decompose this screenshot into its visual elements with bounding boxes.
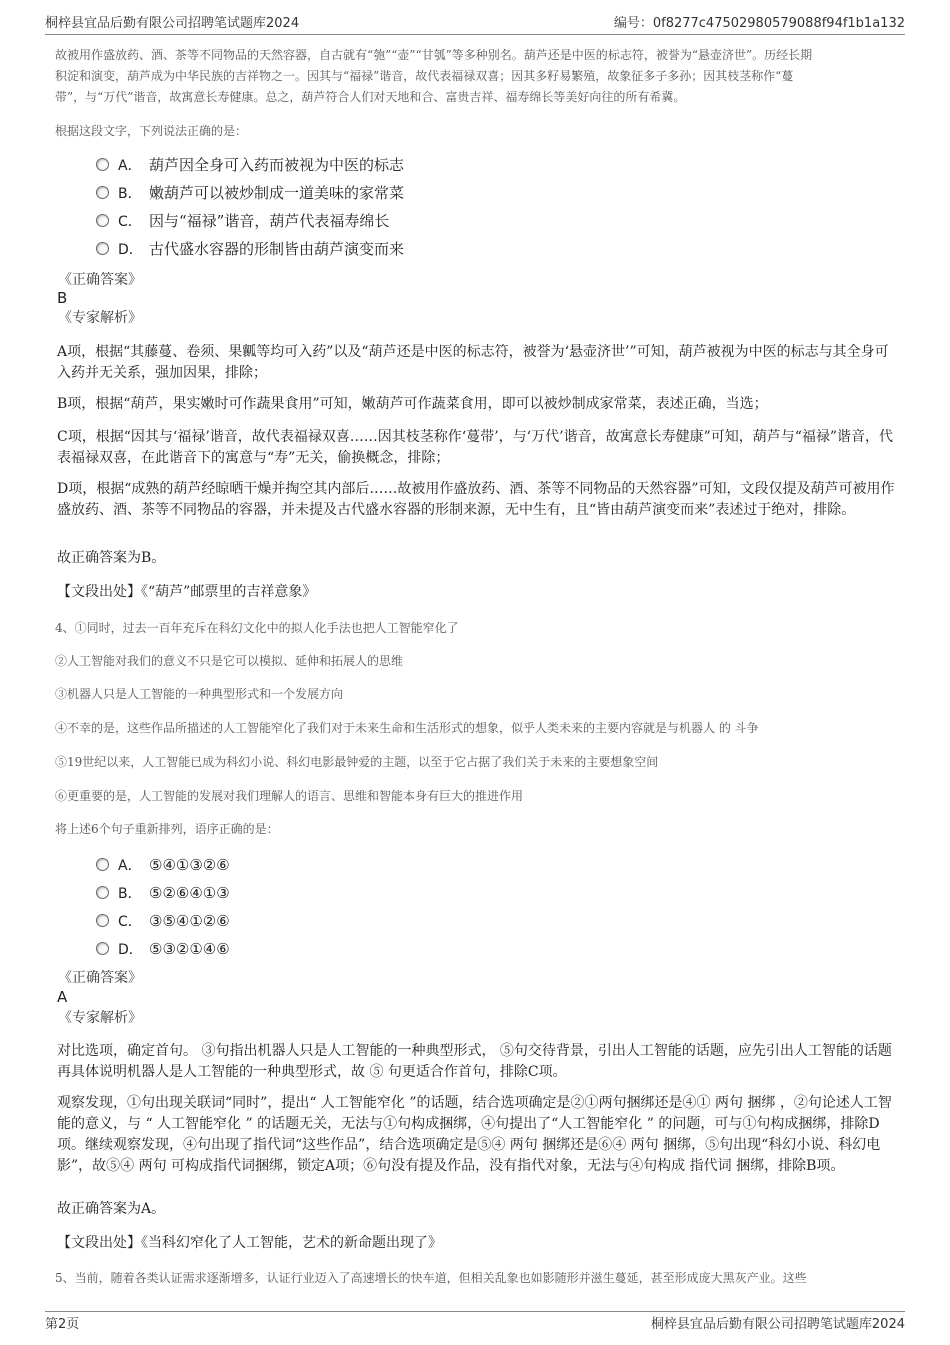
- q3-question: 根据这段文字，下列说法正确的是：: [55, 124, 248, 138]
- q4-option-c[interactable]: C． ③⑤④①②⑥: [96, 911, 230, 932]
- q3-analysis-label: 《专家解析》: [58, 310, 142, 326]
- q3-passage-line-1: 故被用作盛放药、酒、茶等不同物品的天然容器，自古就有“匏”“壶”“甘瓠”等多种别名。葫芦还是中医的标志符，被誉为“悬壶济世”。历经长期: [55, 48, 813, 62]
- q4-analysis-1: 对比选项，确定首句。 ③句指出机器人只是人工智能的一种典型形式， ⑤句交待背景，引出人工智能的话题，应先引出人工智能的话题再具体说明机器人是人工智能的一种典型形式，故 ⑤ 句更适合作首句，排除C项。: [57, 1043, 892, 1080]
- q4-answer: A: [57, 988, 68, 1006]
- q4-analysis-2: 观察发现，①句出现关联词“同时”，提出“ 人工智能窄化 ”的话题，结合选项确定是②①两句捆绑还是④① 两句 捆绑 ，②句论述人工智能的意义，与 “ 人工智能窄化 ” 的话题无关，无法与①句构成捆绑，④句提出了“人工智能窄化 ” 的问题，可与①句构成捆绑，排除D项。继续观察发现，④句出现了指代词“这些作品”，结合选项确定是⑤④ 两句 捆绑还是⑥④ 两句 捆绑，⑤句出现“科幻小说、科幻电影”，故⑤④ 两句 可构成指代词捆绑，锁定A项；⑥句没有提及作品，没有指代对象，无法与④句构成 指代词 捆绑，排除B项。: [57, 1095, 892, 1174]
- footer-title: 桐梓县宜品后勤有限公司招聘笔试题库2024: [650, 1317, 905, 1332]
- q4-conclusion: 故正确答案为A。: [57, 1201, 166, 1217]
- q4-sentence-2: ②人工智能对我们的意义不只是它可以模拟、延伸和拓展人的思维: [55, 654, 404, 668]
- q3-answer-label: 《正确答案》: [58, 272, 142, 288]
- page-footer: [45, 1313, 905, 1333]
- q3-option-c[interactable]: C． 因与“福禄”谐音，葫芦代表福寿绵长: [96, 211, 389, 232]
- radio-icon[interactable]: [96, 158, 109, 171]
- page-number: 第2页: [45, 1317, 80, 1332]
- radio-icon[interactable]: [96, 942, 109, 955]
- q4-answer-label: 《正确答案》: [58, 970, 142, 986]
- radio-icon[interactable]: [96, 214, 109, 227]
- header-title: 桐梓县宜品后勤有限公司招聘笔试题库2024: [45, 16, 300, 31]
- q4-question: 将上述6个句子重新排列，语序正确的是：: [55, 822, 279, 836]
- q3-analysis-c: C项，根据“因其与‘福禄’谐音，故代表福禄双喜……因其枝茎称作‘蔓带’，与‘万代’谐音，故寓意长寿健康”可知，葫芦与“福禄”谐音，代表福禄双喜，在此谐音下的寓意与“寿”无关，偷换概念，排除；: [57, 429, 894, 466]
- q4-sentence-3: ③机器人只是人工智能的一种典型形式和一个发展方向: [55, 687, 344, 701]
- q3-conclusion: 故正确答案为B。: [57, 550, 166, 566]
- q3-passage-line-2: 积淀和演变，葫芦成为中华民族的吉祥物之一。因其与“福禄”谐音，故代表福禄双喜；因其多籽易繁殖，故象征多子多孙；因其枝茎称作“蔓: [55, 69, 794, 83]
- q3-analysis-d: D项，根据“成熟的葫芦经晾晒干燥并掏空其内部后……故被用作盛放药、酒、茶等不同物品的天然容器”可知，文段仅提及葫芦可被用作盛放药、酒、茶等不同物品的容器，并未提及古代盛水容器的形制来源，无中生有，且“皆由葫芦演变而来”表述过于绝对，排除。: [57, 481, 895, 518]
- q4-sentence-5: ⑤19世纪以来，人工智能已成为科幻小说、科幻电影最钟爱的主题，以至于它占据了我们关于未来的主要想象空间: [55, 755, 659, 769]
- q4-sentence-6: ⑥更重要的是，人工智能的发展对我们理解人的语言、思维和智能本身有巨大的推进作用: [55, 789, 524, 803]
- q3-source: 【文段出处】《“葫芦”邮票里的吉祥意象》: [57, 584, 317, 600]
- q4-analysis-label: 《专家解析》: [58, 1010, 142, 1026]
- q3-analysis-a: A项，根据“其藤蔓、卷须、果瓤等均可入药”以及“葫芦还是中医的标志符，被誉为‘悬壶济世’”可知，葫芦被视为中医的标志与其全身可入药并无关系，强加因果，排除；: [57, 344, 889, 381]
- radio-icon[interactable]: [96, 242, 109, 255]
- page-header: [45, 12, 905, 32]
- radio-icon[interactable]: [96, 886, 109, 899]
- q4-option-a[interactable]: A． ⑤④①③②⑥: [96, 855, 230, 876]
- footer-divider: [45, 1311, 905, 1312]
- q4-option-b[interactable]: B． ⑤②⑥④①③: [96, 883, 230, 904]
- q3-option-b[interactable]: B． 嫩葫芦可以被炒制成一道美味的家常菜: [96, 183, 404, 204]
- q3-passage-line-3: 带”，与“万代”谐音，故寓意长寿健康。总之，葫芦符合人们对天地和合、富贵吉祥、福寿绵长等美好向往的所有希冀。: [55, 90, 686, 104]
- q4-sentence-1: 4、①同时，过去一百年充斥在科幻文化中的拟人化手法也把人工智能窄化了: [55, 621, 459, 635]
- radio-icon[interactable]: [96, 186, 109, 199]
- q4-source: 【文段出处】《当科幻窄化了人工智能，艺术的新命题出现了》: [57, 1235, 442, 1251]
- q4-option-d[interactable]: D． ⑤③②①④⑥: [96, 939, 230, 960]
- header-serial: 编号：0f8277c47502980579088f94f1b1a132: [613, 16, 905, 31]
- q5-intro: 5、当前，随着各类认证需求逐渐增多，认证行业迈入了高速增长的快车道，但相关乱象也如影随形并滋生蔓延，甚至形成庞大黑灰产业。这些: [55, 1271, 807, 1285]
- q3-answer: B: [57, 289, 68, 307]
- radio-icon[interactable]: [96, 858, 109, 871]
- q4-sentence-4: ④不幸的是，这些作品所描述的人工智能窄化了我们对于未来生命和生活形式的想象，似乎人类未来的主要内容就是与机器人 的 斗争: [55, 721, 759, 735]
- q3-analysis-b: B项，根据“葫芦，果实嫩时可作蔬果食用”可知，嫩葫芦可作蔬菜食用，即可以被炒制成家常菜，表述正确，当选；: [57, 396, 768, 412]
- q3-option-d[interactable]: D． 古代盛水容器的形制皆由葫芦演变而来: [96, 239, 404, 260]
- radio-icon[interactable]: [96, 914, 109, 927]
- q3-option-a[interactable]: A． 葫芦因全身可入药而被视为中医的标志: [96, 155, 404, 176]
- header-divider: [45, 34, 905, 35]
